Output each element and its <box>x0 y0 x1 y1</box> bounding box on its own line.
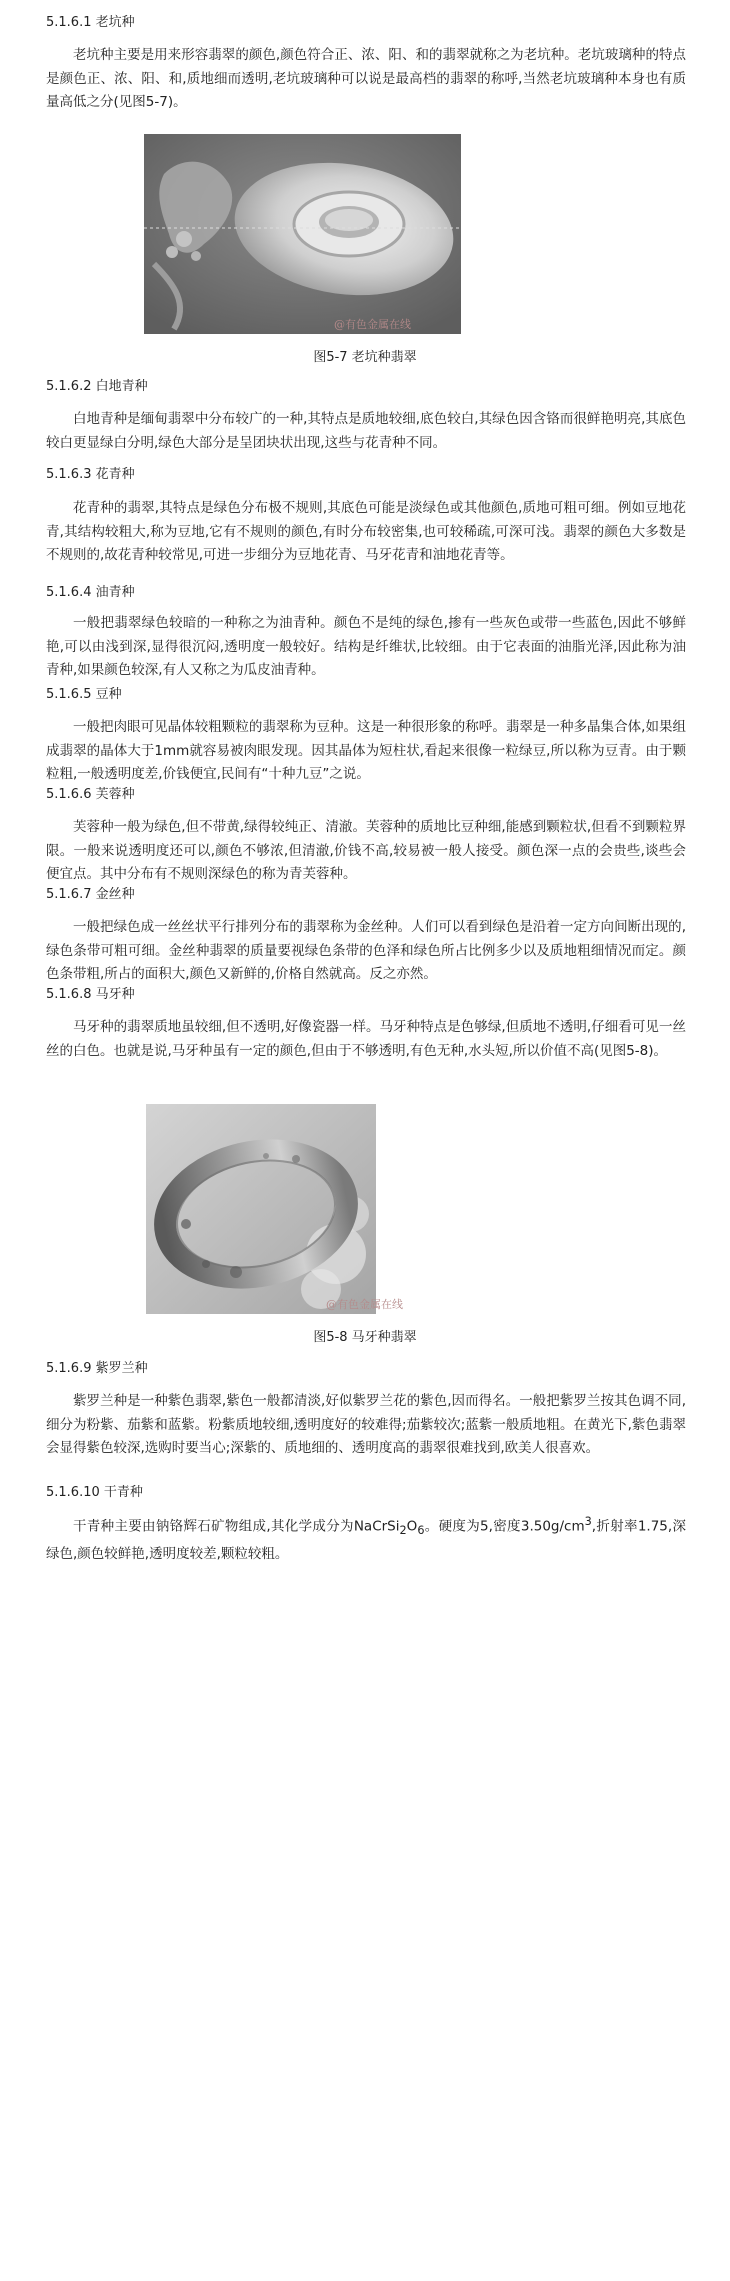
section-heading-ganqing: 5.1.6.10 干青种 <box>46 1485 143 1500</box>
ganqing-text-part: 干青种主要由钠铬辉石矿物组成,其化学成分为NaCrSi <box>73 1518 400 1535</box>
section-heading-jinsi: 5.1.6.7 金丝种 <box>46 887 135 902</box>
section-heading-maya: 5.1.6.8 马牙种 <box>46 987 135 1002</box>
figure-caption: 图5-8 马牙种翡翠 <box>313 1330 417 1345</box>
section-text-baidiqing: 白地青种是缅甸翡翠中分布较广的一种,其特点是质地较细,底色较白,其绿色因含铬而很鲜艳明亮,其底色较白更显绿白分明,绿色大部分是呈团块状出现,这些与花青种不同。 <box>46 411 686 451</box>
section-heading-youqing: 5.1.6.4 油青种 <box>46 585 135 600</box>
section-text-ziluolan: 紫罗兰种是一种紫色翡翠,紫色一般都清淡,好似紫罗兰花的紫色,因而得名。一般把紫罗兰按其色调不同,细分为粉紫、茄紫和蓝紫。粉紫质地较细,透明度好的较难得;茄紫较次;蓝紫一般质地粗。在黄光下,紫色翡翠会显得紫色较深,选购时要当心;深紫的、质地细的、透明度高的翡翠很难找到,欧美人很喜欢。 <box>46 1393 686 1456</box>
section-heading-laokeng: 5.1.6.1 老坑种 <box>46 15 135 30</box>
section-text-laokeng: 老坑种主要是用来形容翡翠的颜色,颜色符合正、浓、阳、和的翡翠就称之为老坑种。老坑玻璃种的特点是颜色正、浓、阳、和,质地细而透明,老坑玻璃种可以说是最高档的翡翠的称呼,当然老坑玻璃种本身也有质量高低之分(见图5-7)。 <box>46 47 686 110</box>
ganqing-subscript: 2 <box>399 1524 407 1538</box>
figure-caption: 图5-7 老坑种翡翠 <box>313 350 417 365</box>
watermark-text: @有色金属在线 <box>326 1298 403 1311</box>
figure-jade-pendant-image <box>144 134 461 334</box>
section-text-maya: 马牙种的翡翠质地虽较细,但不透明,好像瓷器一样。马牙种特点是色够绿,但质地不透明,仔细看可见一丝丝的白色。也就是说,马牙种虽有一定的颜色,但由于不够透明,有色无种,水头短,所以价值不高(见图5-8)。 <box>46 1019 686 1059</box>
ganqing-text-part: 。硬度为5,密度3.50g/cm <box>424 1518 585 1535</box>
section-heading-furong: 5.1.6.6 芙蓉种 <box>46 787 135 802</box>
watermark-text: @有色金属在线 <box>334 318 411 331</box>
ganqing-text-part: O <box>406 1518 418 1535</box>
section-text-douzhong: 一般把肉眼可见晶体较粗颗粒的翡翠称为豆种。这是一种很形象的称呼。翡翠是一种多晶集合体,如果组成翡翠的晶体大于1mm就容易被肉眼发现。因其晶体为短柱状,看起来很像一粒绿豆,所以称为豆青。由于颗粒粗,一般透明度差,价钱便宜,民间有“十种九豆”之说。 <box>46 719 686 782</box>
section-text-furong: 芙蓉种一般为绿色,但不带黄,绿得较纯正、清澈。芙蓉种的质地比豆种细,能感到颗粒状,但看不到颗粒界限。一般来说透明度还可以,颜色不够浓,但清澈,价钱不高,较易被一般人接受。颜色深一点的会贵些,谈些会便宜点。其中分布有不规则深绿色的称为青芙蓉种。 <box>46 819 686 882</box>
section-text-youqing: 一般把翡翠绿色较暗的一种称之为油青种。颜色不是纯的绿色,掺有一些灰色或带一些蓝色,因此不够鲜艳,可以由浅到深,显得很沉闷,透明度一般较好。结构是纤维状,比较细。由于它表面的油脂光泽,因此称为油青种,如果颜色较深,有人又称之为瓜皮油青种。 <box>46 615 686 678</box>
section-text-ganqing <box>46 1510 686 1566</box>
section-heading-douzhong: 5.1.6.5 豆种 <box>46 687 122 702</box>
figure-jade-bangle-image <box>146 1104 376 1314</box>
section-heading-baidiqing: 5.1.6.2 白地青种 <box>46 379 148 394</box>
section-text-jinsi: 一般把绿色成一丝丝状平行排列分布的翡翠称为金丝种。人们可以看到绿色是沿着一定方向间断出现的,绿色条带可粗可细。金丝种翡翠的质量要视绿色条带的色泽和绿色所占比例多少以及质地粗细情况而定。颜色条带粗,所占的面积大,颜色又新鲜的,价格自然就高。反之亦然。 <box>46 919 686 982</box>
section-heading-ziluolan: 5.1.6.9 紫罗兰种 <box>46 1361 148 1376</box>
ganqing-text-part: ,折射率1.75,深绿色,颜色较鲜艳,透明度较差,颗粒较粗。 <box>46 1518 686 1562</box>
section-heading-huaqing: 5.1.6.3 花青种 <box>46 467 135 482</box>
ganqing-subscript: 6 <box>417 1524 425 1538</box>
ganqing-superscript: 3 <box>584 1515 592 1528</box>
section-text-huaqing: 花青种的翡翠,其特点是绿色分布极不规则,其底色可能是淡绿色或其他颜色,质地可粗可细。例如豆地花青,其结构较粗大,称为豆地,它有不规则的颜色,有时分布较密集,也可较稀疏,可深可浅。翡翠的颜色大多数是不规则的,故花青种较常见,可进一步细分为豆地花青、马牙花青和油地花青等。 <box>46 500 686 563</box>
